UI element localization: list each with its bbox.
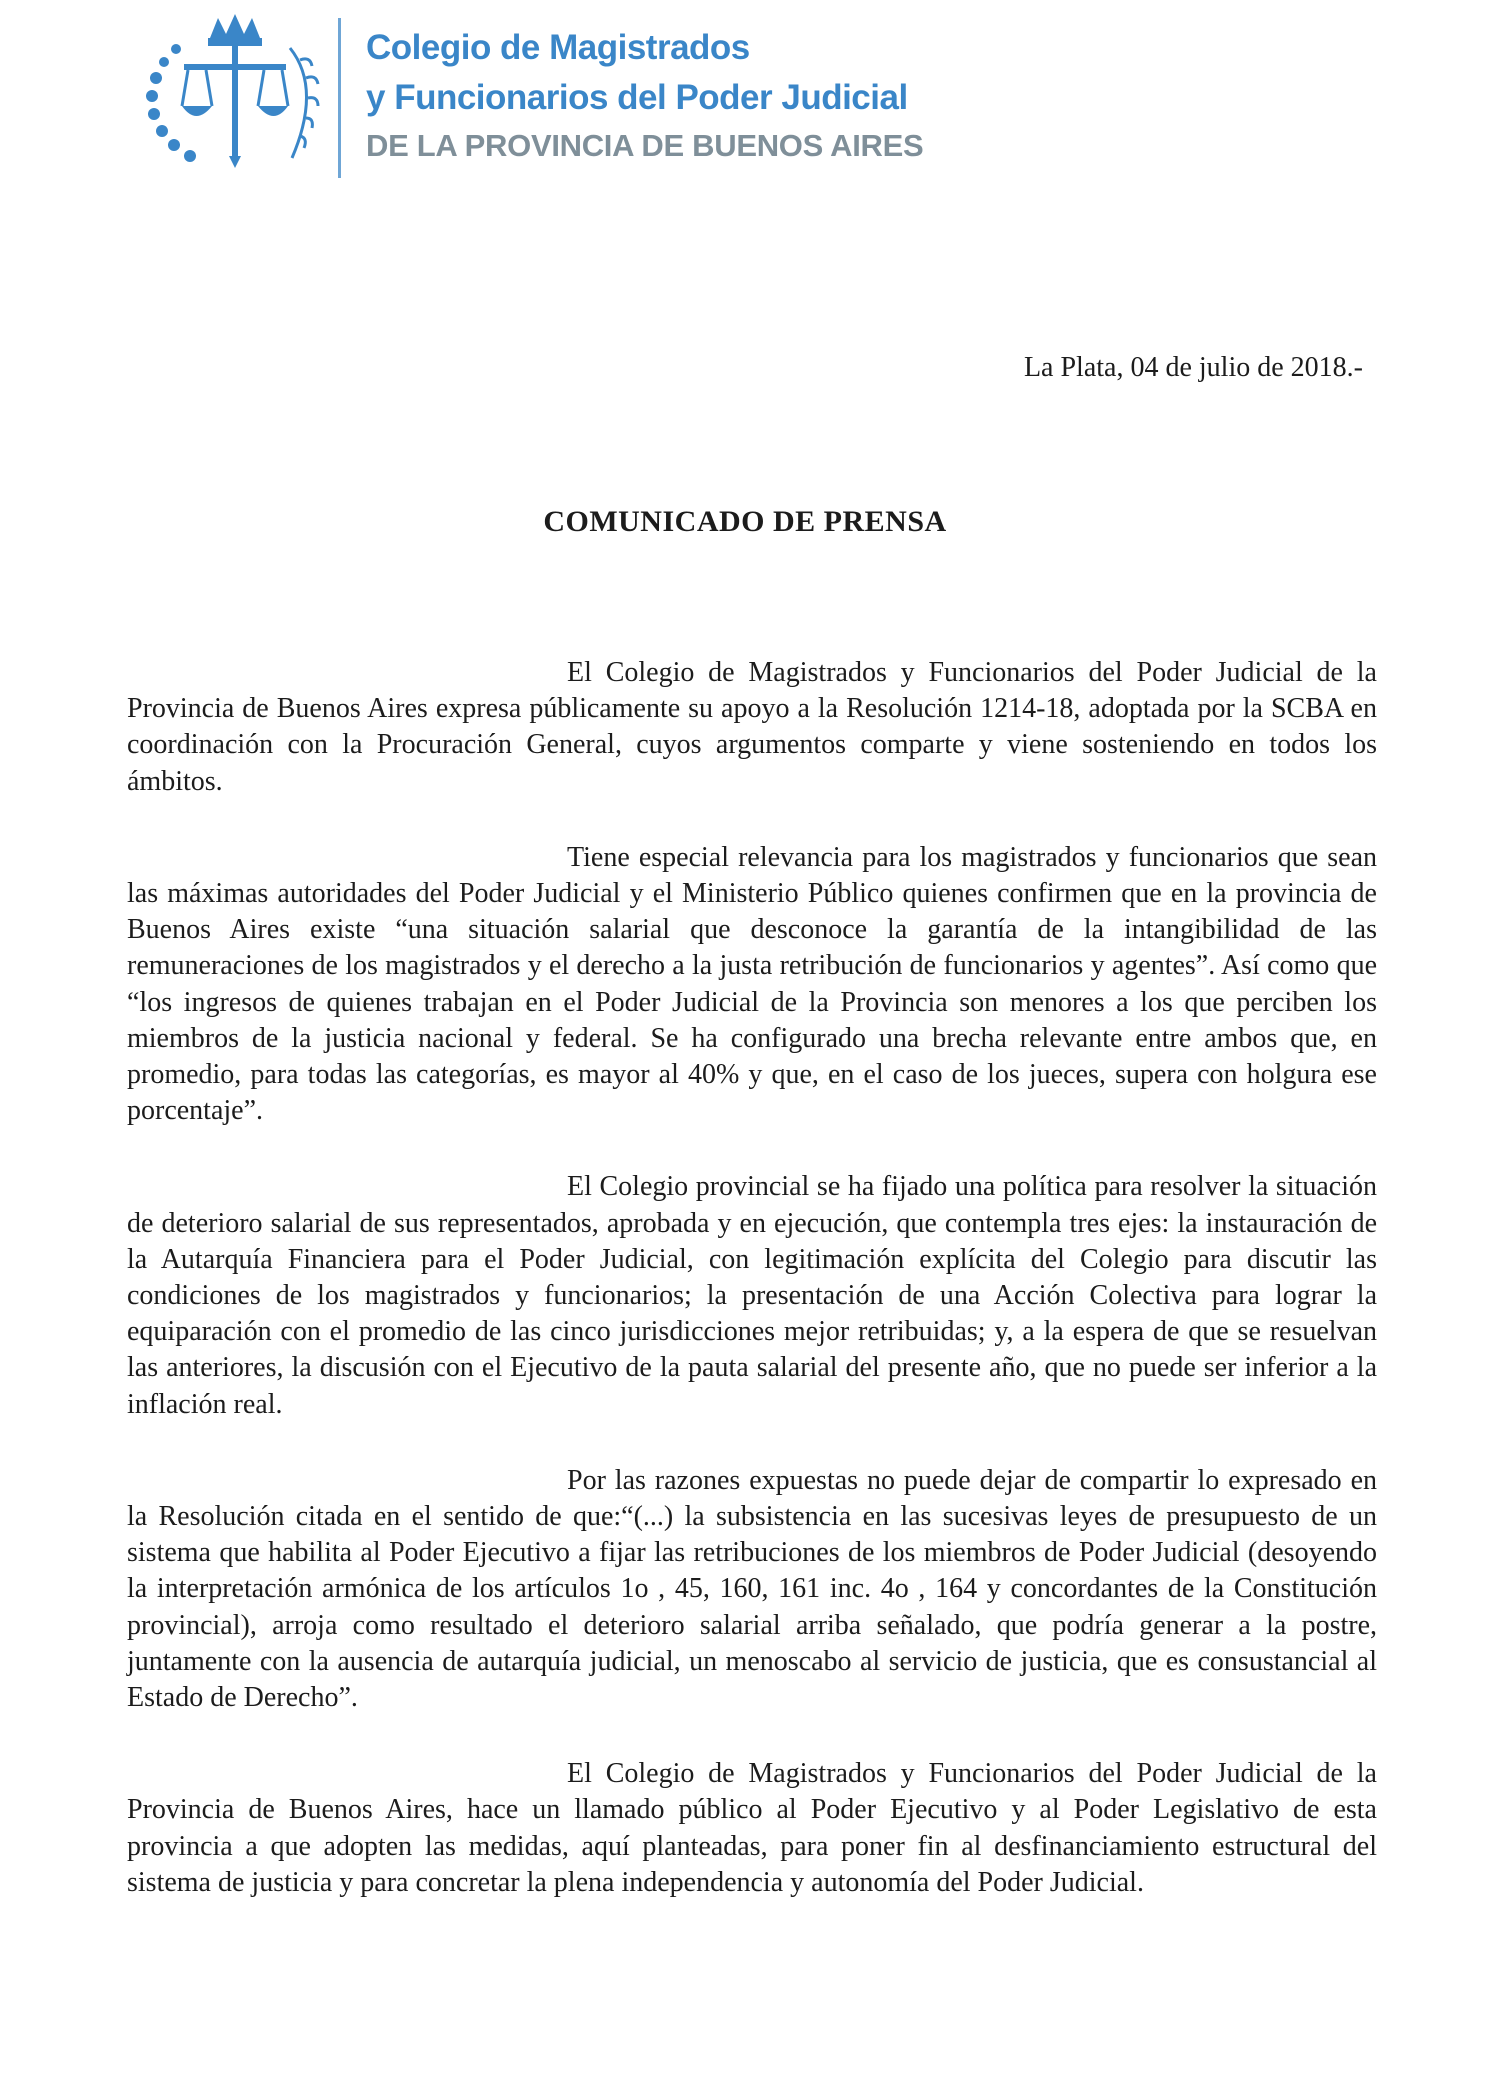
header-divider [338, 18, 341, 178]
paragraph-5: El Colegio de Magistrados y Funcionarios del Poder Judicial de la Provincia de Buenos Aires, hace un llamado público al Poder Ejecutivo y al Poder Legislativo de esta provincia a que adopten las medidas, aquí planteadas, para poner fin al desfinanciamiento estructural del sistema de justicia y para concretar la plena independencia y autonomía del Poder Judicial. [127, 1758, 1377, 1898]
document-date: La Plata, 04 de julio de 2018.- [1023, 352, 1363, 383]
paragraph-4: Por las razones expuestas no puede dejar de compartir lo expresado en la Resolución citada en el sentido de que:“(...) la subsistencia en las sucesivas leyes de presupuesto de un sistema que habilita al Poder Ejecutivo a fijar las retribuciones de los miembros de Poder Judicial (desoyendo la interpretación armónica de los artículos 1o , 45, 160, 161 inc. 4o , 164 y concordantes de la Constitución provincial), arroja como resultado el deterioro salarial arriba señalado, que podría generar a la postre, juntamente con la ausencia de autarquía judicial, un menoscabo al servicio de justicia, que es consustancial al Estado de Derecho”. [127, 1464, 1377, 1714]
org-name-line-3: DE LA PROVINCIA DE BUENOS AIRES [366, 128, 924, 163]
paragraph-1: El Colegio de Magistrados y Funcionarios del Poder Judicial de la Provincia de Buenos Aires expresa públicamente su apoyo a la Resolución 1214-18, adoptada por la SCBA en coordinación con la Procuración General, cuyos argumentos comparte y viene sosteniendo en todos los ámbitos. [127, 657, 1377, 797]
document-body [127, 655, 1377, 1941]
org-name-line-2: y Funcionarios del Poder Judicial [366, 78, 908, 117]
letterhead [140, 8, 1040, 178]
document-title: COMUNICADO DE PRENSA [543, 505, 947, 538]
paragraph-2: Tiene especial relevancia para los magistrados y funcionarios que sean las máximas autoridades del Poder Judicial y el Ministerio Público quienes confirmen que en la provincia de Buenos Aires existe “una situación salarial que desconoce la garantía de la intangibilidad de las remuneraciones de los magistrados y el derecho a la justa retribución de funcionarios y agentes”. Así como que “los ingresos de quienes trabajan en el Poder Judicial de la Provincia son menores a los que perciben los miembros de la justicia nacional y federal. Se ha configurado una brecha relevante entre ambos que, en promedio, para todas las categorías, es mayor al 40% y que, en el caso de los jueces, supera con holgura ese porcentaje”. [127, 841, 1377, 1127]
scales-of-justice-emblem-icon [140, 8, 330, 178]
paragraph-3: El Colegio provincial se ha fijado una política para resolver la situación de deterioro salarial de sus representados, aprobada y en ejecución, que contempla tres ejes: la instauración de la Autarquía Financiera para el Poder Judicial, con legitimación explícita del Colegio para discutir las condiciones de los magistrados y funcionarios; la presentación de una Acción Colectiva para lograr la equiparación con el promedio de las cinco jurisdicciones mejor retribuidas; y, a la espera de que se resuelvan las anteriores, la discusión con el Ejecutivo de la pauta salarial del presente año, que no puede ser inferior a la inflación real. [127, 1171, 1377, 1420]
org-name-line-1: Colegio de Magistrados [366, 28, 750, 67]
